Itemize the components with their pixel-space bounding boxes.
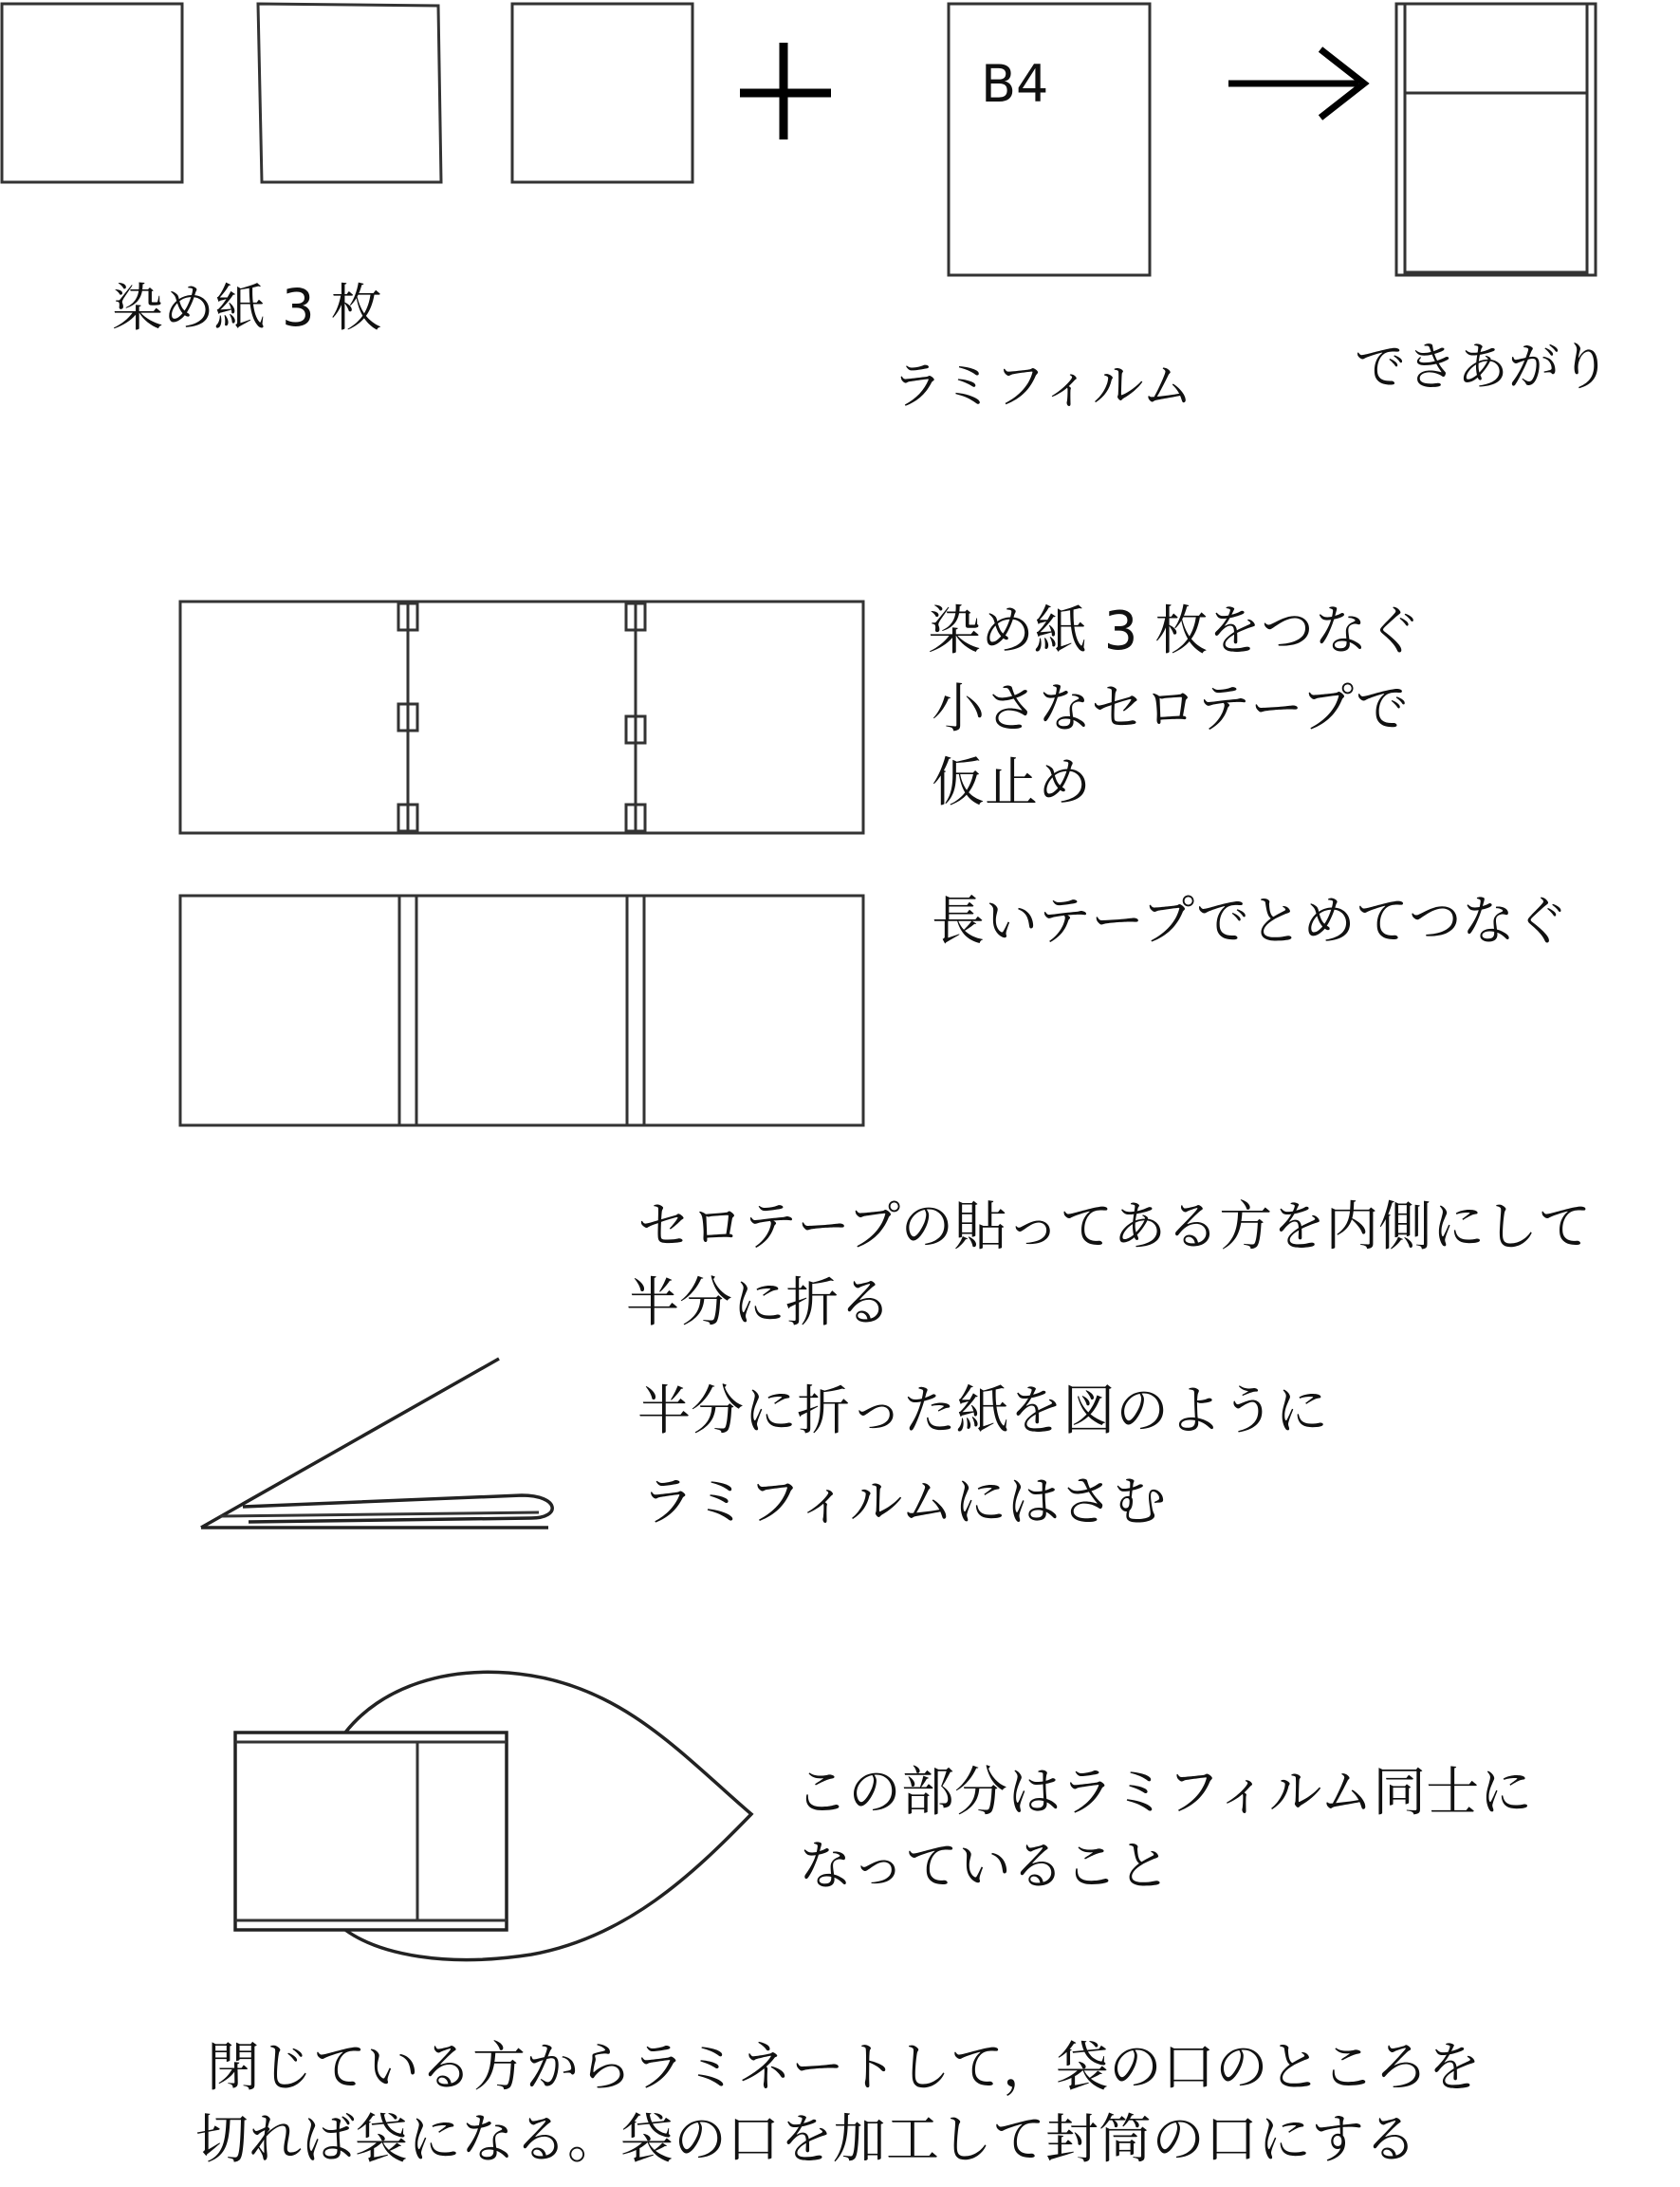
label-step3-line2: 半分に折る — [626, 1272, 892, 1334]
label-step4-line1: 半分に折った紙を図のように — [637, 1381, 1328, 1442]
label-step3-line1: セロテープの貼ってある方を内側にして — [637, 1196, 1592, 1258]
label-step2: 長いテープでとめてつなぐ — [932, 891, 1568, 953]
long-tape — [399, 896, 416, 1125]
dyed-paper-2 — [258, 4, 441, 182]
label-step4-line2: ラミフィルムにはさむ — [641, 1472, 1167, 1533]
label-final-line2: 切れば袋になる。袋の口を加工して封筒の口にする — [195, 2109, 1417, 2171]
label-step1-line3: 仮止め — [932, 752, 1091, 814]
label-step5-line1: この部分はラミフィルム同士に — [795, 1762, 1533, 1824]
folded-paper-in-film — [201, 1359, 552, 1528]
laminate-top-view — [235, 1672, 751, 1959]
dyed-paper-sheets — [2, 4, 692, 182]
long-tape — [627, 896, 644, 1125]
label-dyed-paper: 染め紙 3 枚 — [112, 278, 382, 338]
joined-sheets-long-tape — [180, 896, 863, 1125]
joined-sheets-small-tape — [180, 602, 863, 833]
label-step1-line1: 染め紙 3 枚をつなぐ — [928, 601, 1421, 662]
label-finished: できあがり — [1355, 337, 1611, 397]
label-final-line1: 閉じている方からラミネートして，袋の口のところを — [207, 2037, 1481, 2099]
arrow-right-icon — [1228, 49, 1364, 118]
lami-film-outline — [345, 1672, 751, 1959]
label-lami-film: ラミフィルム — [892, 356, 1193, 416]
dyed-paper-1 — [2, 4, 182, 182]
label-step5-line2: なっていること — [799, 1836, 1171, 1898]
plus-icon — [740, 43, 831, 139]
label-step1-line2: 小さなセロテープで — [932, 678, 1409, 740]
lami-film-sheet — [949, 4, 1150, 275]
label-film-size: B4 — [981, 54, 1049, 114]
finished-product — [1396, 4, 1596, 275]
dyed-paper-3 — [512, 4, 692, 182]
